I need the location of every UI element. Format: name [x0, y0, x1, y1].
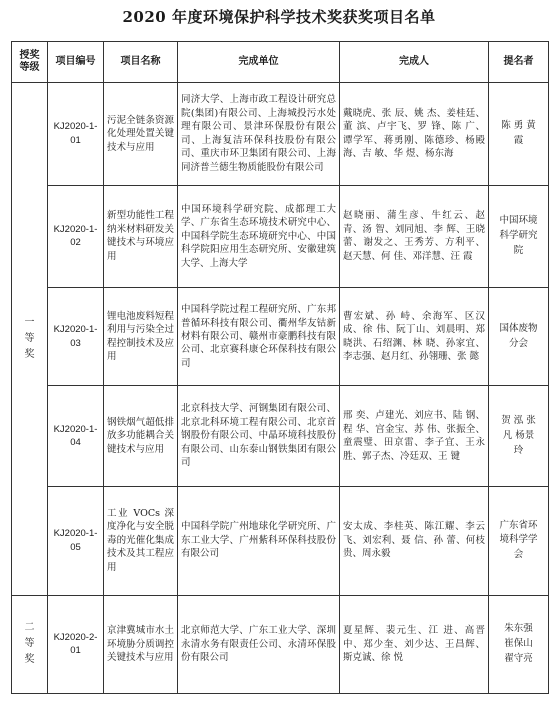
people-cell: 邢 奕、卢建光、刘应书、陆 钢、程 华、宫金宝、苏 伟、张振全、童震璧、田京雷、李子宜、王永胜、郭子杰、冷廷双、王 键 — [340, 386, 489, 486]
nominator-label: 陈 勇 黄 霞 — [501, 120, 536, 146]
table-header-row — [12, 42, 549, 83]
nominator-cell — [489, 288, 549, 386]
name-cell: 工业 VOCs 深度净化与安全脱毒的光催化集成技术及其工程应用 — [104, 486, 178, 595]
nominator-cell — [489, 185, 549, 288]
nominator-cell — [489, 486, 549, 595]
people-cell: 戴晓虎、张 辰、姚 杰、姜桂廷、董 滨、卢宇飞、罗 锋、陈 广、谭学军、蒋勇刚、陈德珍、杨殿海、吉 敏、华 煜、杨东海 — [340, 83, 489, 186]
level-cell-first — [12, 83, 48, 596]
nominator-label: 广东省环境科学学会 — [499, 519, 538, 561]
code-cell: KJ2020-1-01 — [48, 83, 104, 186]
code-cell: KJ2020-1-05 — [48, 486, 104, 595]
unit-cell: 北京科技大学、河钢集团有限公司、北京北科环境工程有限公司、北京首钢股份有限公司、中晶环境科技股份有限公司、山东泰山钢铁集团有限公司 — [178, 386, 340, 486]
level-label: 一等奖 — [24, 316, 35, 360]
unit-cell: 中国环境科学研究院、成都理工大学、广东省生态环境技术研究中心、中国科学院生态环境研究中心、中国科学院阳应用生态研究所、安徽建筑大学、上海大学 — [178, 185, 340, 288]
table-row — [12, 595, 549, 693]
table-row — [12, 83, 549, 186]
header-people: 完成人 — [340, 42, 489, 83]
nominator-label: 贺 泓 张 凡 杨景玲 — [501, 415, 536, 456]
name-cell: 新型功能性工程纳米材料研发关键技术与环境应用 — [104, 185, 178, 288]
table-row — [12, 486, 549, 595]
unit-cell: 北京师范大学、广东工业大学、深圳永清水务有限责任公司、永清环保股份有限公司 — [178, 595, 340, 693]
code-cell: KJ2020-1-02 — [48, 185, 104, 288]
people-cell: 曹宏斌、孙 峙、余海军、区汉成、徐 伟、阮丁山、刘晨明、郑晓洪、石绍渊、林 晓、孙家宜、李志强、赵月红、孙翎珊、张 懿 — [340, 288, 489, 386]
award-table — [11, 41, 549, 694]
nominator-cell — [489, 595, 549, 693]
nominator-label: 中国环境科学研究院 — [499, 215, 538, 256]
name-cell: 钢铁烟气超低排放多功能耦合关键技术与应用 — [104, 386, 178, 486]
unit-cell: 中国科学院过程工程研究所、广东邦普循环科技有限公司、衢州华友钴新材料有限公司、赣州市豪鹏科技有限公司、北京赛科康仑环保科技有限公司 — [178, 288, 340, 386]
level-cell-second — [12, 595, 48, 693]
header-nominator: 提名者 — [489, 42, 549, 83]
header-unit: 完成单位 — [178, 42, 340, 83]
unit-cell: 中国科学院广州地球化学研究所、广东工业大学、广州紫科环保科技股份有限公司 — [178, 486, 340, 595]
table-row — [12, 185, 549, 288]
header-level: 授奖等级 — [12, 42, 48, 83]
code-cell: KJ2020-2-01 — [48, 595, 104, 693]
name-cell: 京津冀城市水土环境胁分质调控关键技术与应用 — [104, 595, 178, 693]
nominator-cell — [489, 386, 549, 486]
people-cell: 安太成、李桂英、陈江耀、李云飞、刘宏利、聂 信、孙 蕾、何枝贵、周永毅 — [340, 486, 489, 595]
code-cell: KJ2020-1-04 — [48, 386, 104, 486]
people-cell: 赵晓丽、蒲生彦、牛红云、赵 青、汤 智、刘同旭、李 辉、王晓蕾、谢发之、王秀芳、方利平、赵天慧、何 佳、邓洋慧、汪 霞 — [340, 185, 489, 288]
level-label: 二等奖 — [24, 622, 35, 666]
name-cell: 污泥全链条资源化处理处置关键技术与应用 — [104, 83, 178, 186]
people-cell: 夏星辉、裴元生、江 进、高晋中、郑少奎、刘少达、王昌辉、斯克诚、徐 悦 — [340, 595, 489, 693]
nominator-label: 国体废物分会 — [499, 323, 538, 349]
page-title: 2020 年度环境保护科学技术奖获奖项目名单 — [122, 8, 436, 26]
nominator-cell — [489, 83, 549, 186]
header-code: 项目编号 — [48, 42, 104, 83]
header-name: 项目名称 — [104, 42, 178, 83]
name-cell: 锂电池废料短程利用与污染全过程控制技术及应用 — [104, 288, 178, 386]
table-row — [12, 386, 549, 486]
unit-cell: 同济大学、上海市政工程设计研究总院(集团)有限公司、上海城投污水处理有限公司、景津环保股份有限公司、上海复洁环保科技股份有限公司、重庆市环卫集团有限公司、上海同济普兰德生物质能股份有限公司 — [178, 83, 340, 186]
nominator-label: 朱东强 崔保山 翟守亮 — [504, 623, 533, 664]
code-cell: KJ2020-1-03 — [48, 288, 104, 386]
table-row — [12, 288, 549, 386]
